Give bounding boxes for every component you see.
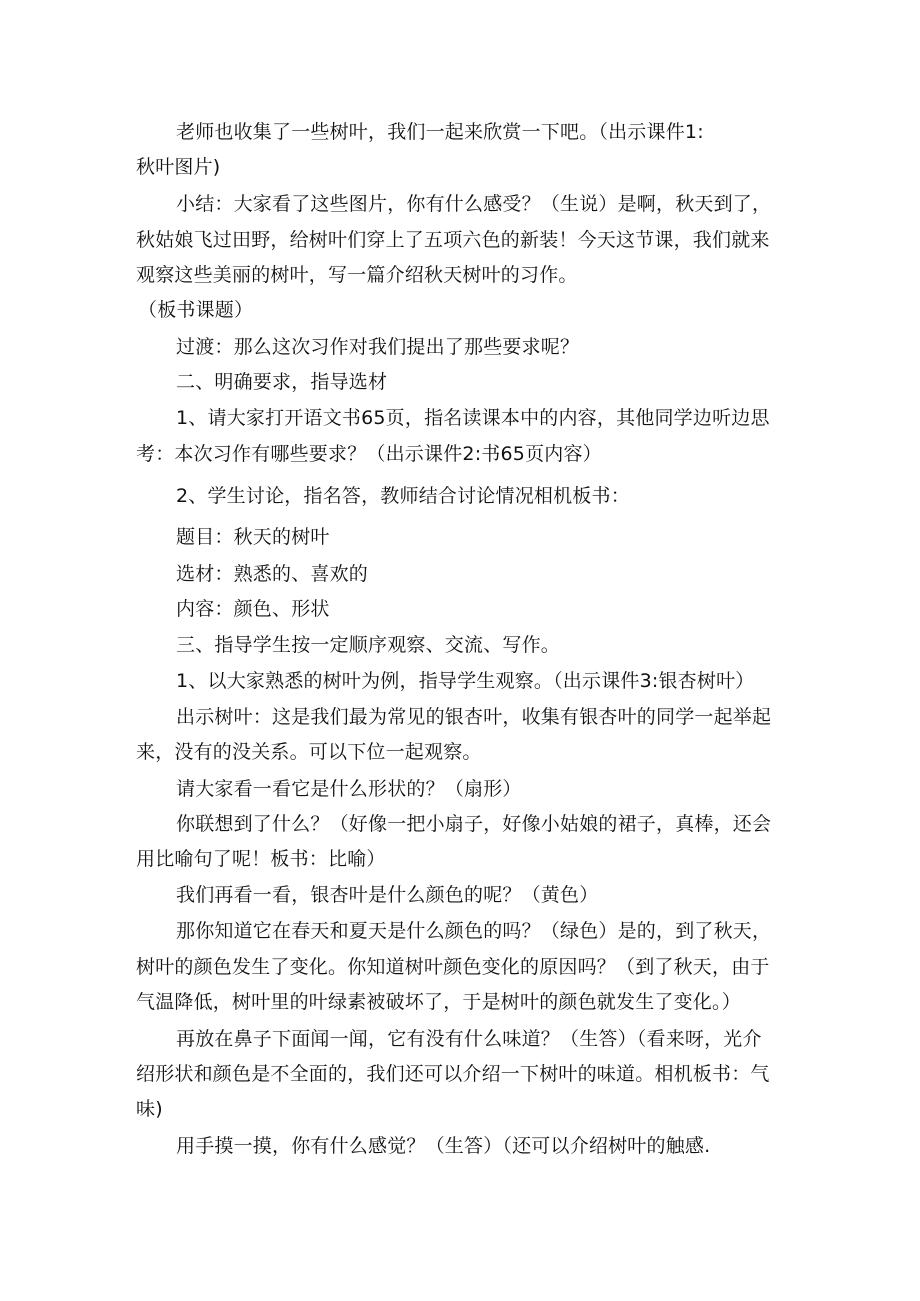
text-line: 再放在鼻子下面闻一闻，它有没有什么味道？（生答）（看来呀，光介 (176, 1028, 762, 1050)
section-heading: 三、指导学生按一定顺序观察、交流、写作。 (176, 634, 561, 656)
text-line: 秋姑娘飞过田野，给树叶们穿上了五项六色的新装！今天这节课，我们就来 (136, 229, 770, 251)
section-heading: 二、明确要求，指导选材 (176, 371, 388, 393)
text-line: 题目：秋天的树叶 (176, 526, 330, 548)
text-line: 用比喻句了呢！板书：比喻） (136, 848, 386, 870)
text-line: 那你知道它在春天和夏天是什么颜色的吗？（绿色）是的，到了秋天， (176, 920, 772, 942)
text-line: 观察这些美丽的树叶，写一篇介绍秋天树叶的习作。 (136, 264, 578, 286)
text-line: 树叶的颜色发生了变化。你知道树叶颜色变化的原因吗？（到了秋天，由于 (136, 956, 770, 978)
text-line: 过渡：那么这次习作对我们提出了那些要求呢？ (176, 336, 580, 358)
text-line: 2、学生讨论，指名答，教师结合讨论情况相机板书： (176, 485, 630, 507)
text-line: 气温降低，树叶里的叶绿素被破坏了，于是树叶的颜色就发生了变化。） (136, 991, 741, 1013)
text-line: 老师也收集了一些树叶，我们一起来欣赏一下吧。（出示课件1: (176, 121, 704, 143)
text-line: 小结：大家看了这些图片，你有什么感受？（生说）是啊，秋天到了， (176, 193, 772, 215)
text-line: 来，没有的没关系。可以下位一起观察。 (136, 741, 482, 763)
text-line: 用手摸一摸，你有什么感觉？（生答）（还可以介绍树叶的触感. (176, 1135, 711, 1157)
text-line: 考：本次习作有哪些要求？（出示课件2:书65页内容） (136, 443, 602, 465)
text-line: （板书课题） (138, 299, 254, 321)
text-line: 1、以大家熟悉的树叶为例，指导学生观察。（出示课件3:银杏树叶） (176, 670, 755, 692)
text-line: 请大家看一看它是什么形状的？（扇形） (176, 778, 522, 800)
text-line: 味) (136, 1098, 163, 1120)
text-line: 内容：颜色、形状 (176, 598, 330, 620)
text-line: 出示树叶：这是我们最为常见的银杏叶，收集有银杏叶的同学一起举起 (176, 706, 772, 728)
text-line: 1、请大家打开语文书65页，指名读课本中的内容，其他同学边听边思 (176, 407, 770, 429)
text-line: 绍形状和颜色是不全面的，我们还可以介绍一下树叶的味道。相机板书：气 (136, 1063, 770, 1085)
text-line: 选材：熟悉的、喜欢的 (176, 563, 369, 585)
text-line: 秋叶图片) (136, 156, 221, 178)
text-line: 我们再看一看，银杏叶是什么颜色的呢？（黄色） (176, 884, 599, 906)
text-line: 你联想到了什么？（好像一把小扇子，好像小姑娘的裙子，真棒，还会 (176, 813, 772, 835)
